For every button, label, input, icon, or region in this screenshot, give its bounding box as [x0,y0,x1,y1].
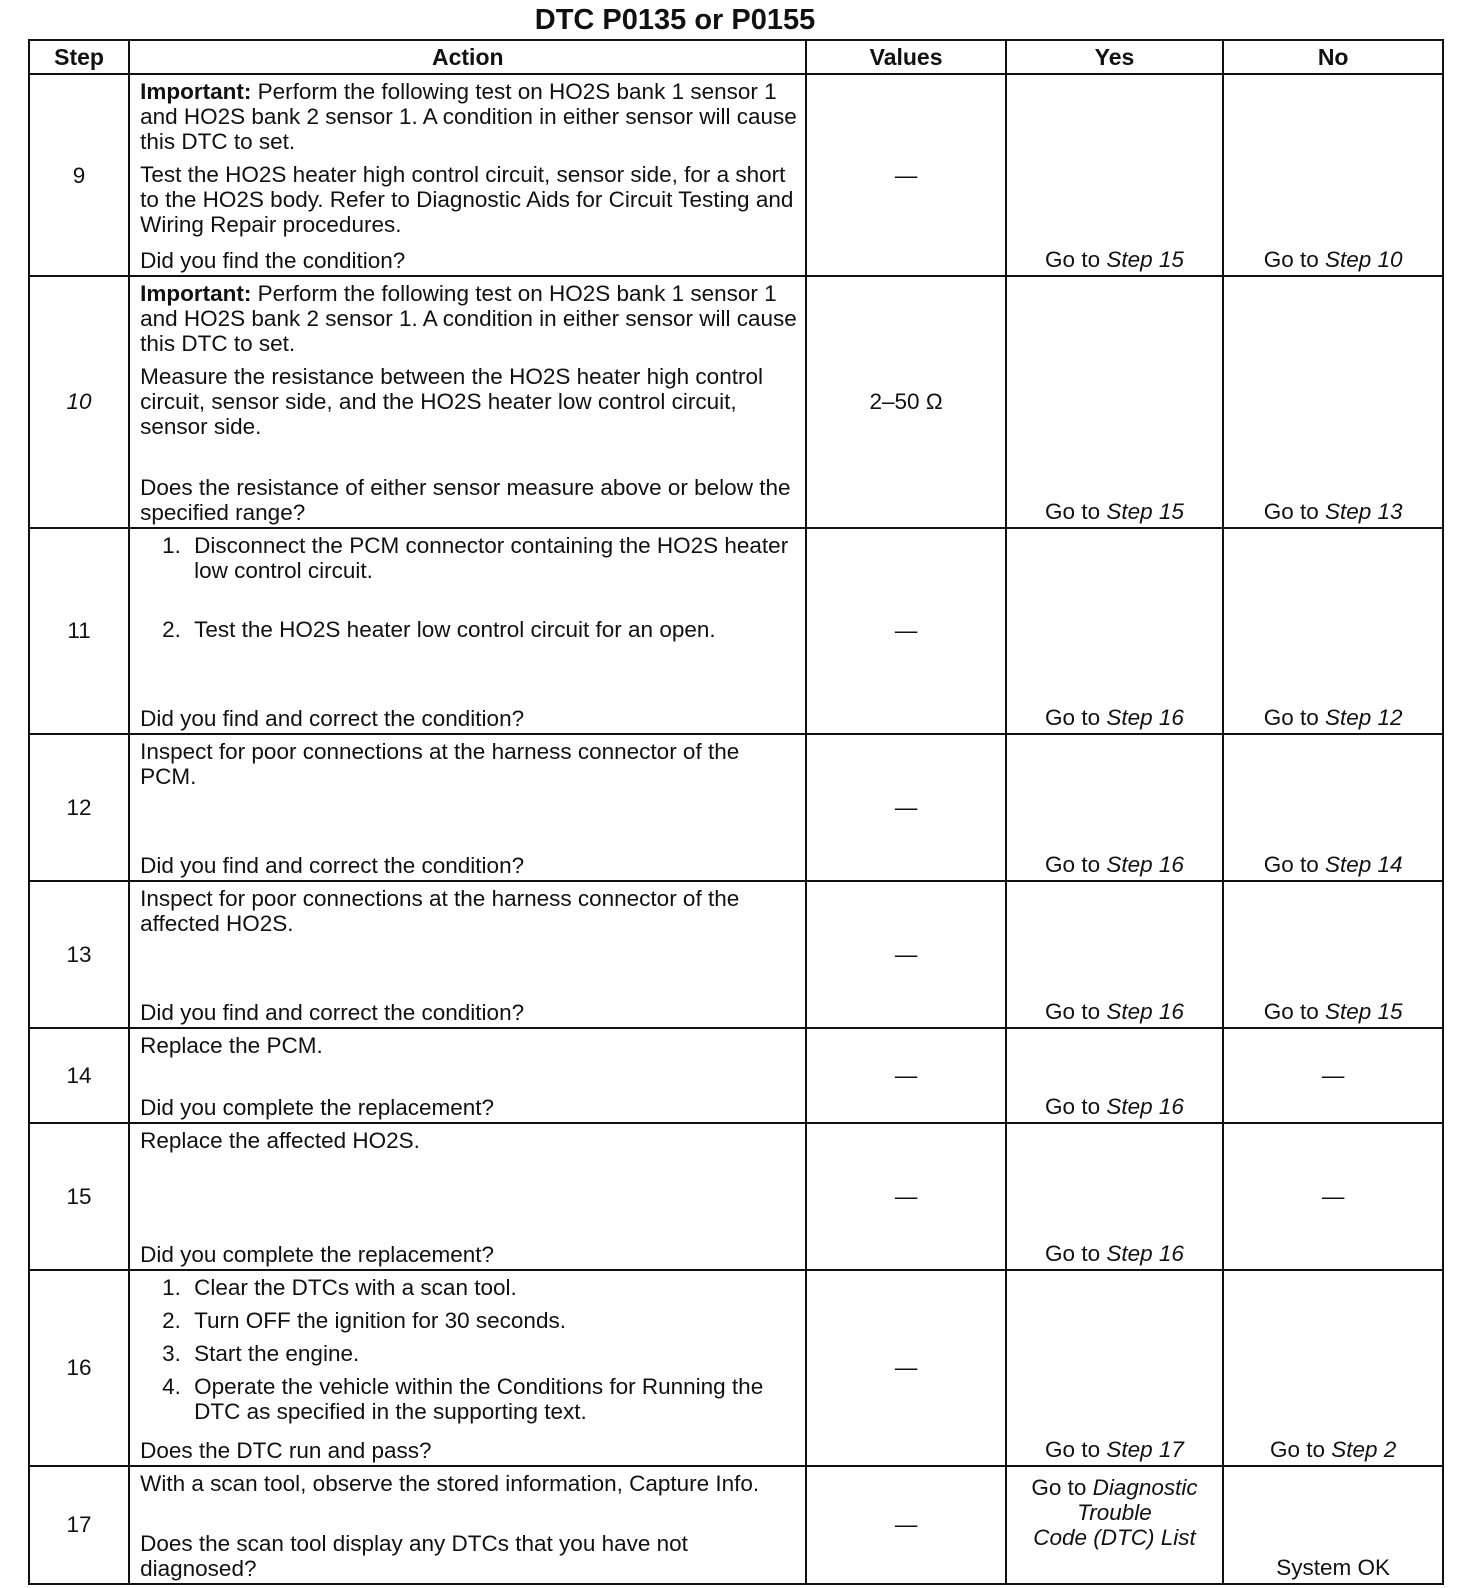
no-goto: Go to Step 13 [1263,498,1403,524]
yes-cell [1006,1123,1224,1270]
values-cell [806,1270,1005,1466]
no-cell [1223,528,1443,734]
list-item: 1. Disconnect the PCM connector containing the HO2S heater low control circuit. [162,532,789,583]
step-cell [29,1270,129,1466]
step-cell [29,1466,129,1584]
value-text: — [894,162,918,188]
table-row [29,1466,1443,1584]
important-text: Perform the following test on HO2S bank 1 sensor 1 and HO2S bank 2 sensor 1. A condition in either sensor will cause this DTC to set. [140,281,797,357]
values-cell [806,881,1005,1028]
value-text: — [894,1062,918,1088]
step-cell [29,1123,129,1270]
action-cell [129,734,806,881]
step-cell [29,276,129,527]
action-text: Replace the affected HO2S. [140,1128,420,1154]
step-number: 13 [66,941,92,967]
step-cell [29,881,129,1028]
no-value: — [1321,1183,1345,1209]
action-question: Did you find and correct the condition? [140,999,525,1025]
table-row [29,734,1443,881]
yes-goto: Go to Step 15 [1045,498,1184,524]
no-value: System OK [1276,1555,1391,1580]
no-cell [1223,734,1443,881]
table-row [29,1028,1443,1123]
important-label: Important: [140,79,252,104]
value-text: — [894,618,918,644]
value-text: — [894,1183,918,1209]
list-item: 2. Test the HO2S heater low control circuit for an open. [162,616,716,642]
action-question: Did you find the condition? [140,248,406,274]
no-goto: Go to Step 14 [1263,851,1403,877]
action-text: Inspect for poor connections at the harness connector of the PCM. [140,739,740,790]
action-list [140,533,797,706]
step-number: 10 [66,389,92,415]
no-cell [1223,881,1443,1028]
no-goto: Go to Step 12 [1263,705,1403,731]
action-cell [129,1123,806,1270]
step-number: 15 [66,1183,92,1209]
header-row [29,40,1443,74]
yes-cell [1006,1466,1224,1584]
action-text: Measure the resistance between the HO2S heater high control circuit, sensor side, and the HO2S heater low control circuit, sensor side. [140,364,763,440]
action-question: Did you complete the replacement? [140,1095,495,1121]
action-question: Does the DTC run and pass? [140,1437,432,1463]
values-cell [806,734,1005,881]
no-value: — [1321,1062,1345,1088]
no-cell [1223,1270,1443,1466]
step-number: 17 [66,1512,92,1538]
no-cell [1223,1028,1443,1123]
table-row [29,74,1443,276]
no-goto: Go to Step 2 [1269,1436,1397,1462]
table-row [29,1270,1443,1466]
action-cell [129,528,806,734]
yes-goto: Go to Step 16 [1045,998,1184,1024]
header-action: Action [129,40,806,74]
action-question: Did you find and correct the condition? [140,852,525,878]
table-row [29,276,1443,527]
values-cell [806,74,1005,276]
step-number: 16 [66,1355,92,1381]
header-step: Step [29,40,129,74]
no-cell [1223,1466,1443,1584]
action-question: Did you complete the replacement? [140,1241,495,1267]
yes-cell [1006,528,1224,734]
yes-cell [1006,734,1224,881]
action-cell [129,1466,806,1584]
step-number: 14 [66,1062,92,1088]
yes-goto: Go to Diagnostic Trouble Code (DTC) List [1031,1474,1198,1550]
yes-goto: Go to Step 16 [1045,1094,1184,1120]
action-text: Test the HO2S heater high control circuit, sensor side, for a short to the HO2S body. Refer to Diagnostic Aids for Circuit Testing and Wiring Repair procedures. [140,162,794,237]
yes-cell [1006,1028,1224,1123]
values-cell [806,276,1005,527]
yes-cell [1006,74,1224,276]
header-yes: Yes [1006,40,1224,74]
no-cell [1223,1123,1443,1270]
table-row [29,881,1443,1028]
list-item: 3. Start the engine. [162,1340,360,1366]
list-item: 2. Turn OFF the ignition for 30 seconds. [162,1307,566,1333]
yes-cell [1006,881,1224,1028]
header-values: Values [806,40,1005,74]
values-cell [806,528,1005,734]
no-goto: Go to Step 15 [1263,998,1403,1024]
step-number: 11 [67,618,91,644]
action-cell [129,1270,806,1466]
step-number: 9 [72,162,86,188]
important-text: Perform the following test on HO2S bank 1 sensor 1 and HO2S bank 2 sensor 1. A condition in either sensor will cause this DTC to set. [140,79,797,154]
list-item: 4. Operate the vehicle within the Conditions for Running the DTC as specified in the supporting text. [162,1373,764,1424]
values-cell [806,1028,1005,1123]
action-text: Inspect for poor connections at the harness connector of the affected HO2S. [140,885,740,936]
no-goto: Go to Step 10 [1263,247,1403,273]
header-no: No [1223,40,1443,74]
action-cell [129,74,806,276]
action-question: Does the resistance of either sensor measure above or below the specified range? [140,474,791,525]
action-text: Replace the PCM. [140,1032,323,1058]
yes-goto: Go to Step 15 [1045,247,1184,273]
action-text: With a scan tool, observe the stored information, Capture Info. [140,1470,760,1496]
yes-cell [1006,276,1224,527]
diagnostic-table [28,39,1444,1585]
value-text: — [894,1355,918,1381]
important-label: Important: [140,281,252,307]
step-number: 12 [66,794,92,820]
value-text: 2–50 Ω [869,389,943,415]
action-question: Did you find and correct the condition? [140,706,525,732]
step-cell [29,528,129,734]
no-cell [1223,276,1443,527]
value-text: — [894,1512,918,1538]
table-row [29,1123,1443,1270]
step-cell [29,734,129,881]
yes-goto: Go to Step 16 [1045,705,1184,731]
yes-goto: Go to Step 16 [1045,851,1184,877]
value-text: — [894,941,918,967]
action-list [140,1275,797,1424]
step-cell [29,1028,129,1123]
values-cell [806,1123,1005,1270]
value-text: — [894,794,918,820]
table-row [29,528,1443,734]
list-item: 1. Clear the DTCs with a scan tool. [162,1274,517,1300]
step-cell [29,74,129,276]
no-cell [1223,74,1443,276]
values-cell [806,1466,1005,1584]
action-cell [129,276,806,527]
yes-goto: Go to Step 17 [1045,1436,1184,1462]
action-cell [129,1028,806,1123]
action-question: Does the scan tool display any DTCs that you have not diagnosed? [140,1531,688,1581]
action-cell [129,881,806,1028]
yes-cell [1006,1270,1224,1466]
yes-goto: Go to Step 16 [1045,1240,1184,1266]
page-title: DTC P0135 or P0155 [534,4,816,36]
